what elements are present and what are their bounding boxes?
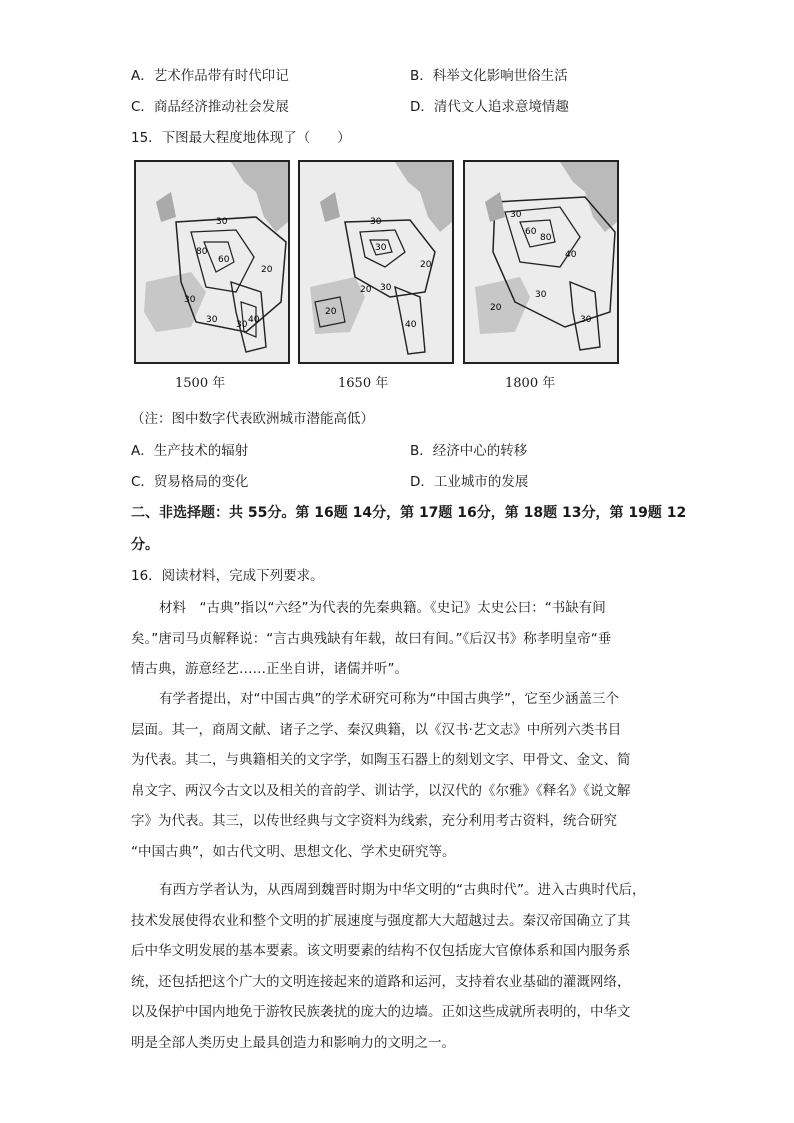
map-figure [300, 162, 452, 362]
europe-map-1800 [463, 160, 619, 364]
map-label: 30 [535, 290, 547, 300]
map-label: 60 [525, 227, 537, 237]
paragraph-line: 材料 “古典”指以“六经”为代表的先秦典籍。《史记》太史公曰：“书缺有间 [159, 600, 606, 616]
map-year-1650: 1650 年 [338, 376, 389, 391]
paragraph-line: 技术发展使得农业和整个文明的扩展速度与强度都大大超越过去。秦汉帝国确立了其 [131, 912, 631, 929]
material-paragraph-2 [131, 684, 661, 867]
paragraph-line: 明是全部人类历史上最具创造力和影响力的文明之一。 [131, 1034, 455, 1051]
paragraph-line: 矣。”唐司马贞解释说：“言古典残缺有年载，故曰有间。”《后汉书》称孝明皇帝“垂 [131, 630, 612, 647]
paragraph-line: 层面。其一，商周文献、诸子之学、秦汉典籍，以《汉书·艺文志》中所列六类书目 [131, 721, 622, 738]
map-label: 40 [248, 315, 260, 325]
map-label: 30 [206, 315, 218, 325]
map-label: 40 [565, 250, 577, 260]
paragraph-line: 为代表。其二，与典籍相关的文字学，如陶玉石器上的刻划文字、甲骨文、金文、简 [131, 752, 631, 768]
map-label: 30 [375, 243, 387, 253]
map-label: 30 [580, 315, 592, 325]
map-figure [136, 162, 288, 362]
map-figure [465, 162, 617, 362]
map-label: 30 [380, 283, 392, 293]
map-label: 30 [370, 217, 382, 227]
map-label: 20 [261, 265, 273, 275]
map-label: 80 [540, 233, 552, 243]
map-label: 30 [184, 295, 196, 305]
section-heading: 二、非选择题：共 55分。第 16题 14分，第 17题 16分，第 18题 13分，第 19题 12 [131, 505, 687, 521]
map-year-1800: 1800 年 [505, 376, 556, 391]
map-note: （注：图中数字代表欧洲城市潜能高低） [131, 411, 374, 427]
section-heading-cont: 分。 [131, 537, 159, 553]
paragraph-line: 以及保护中国内地免于游牧民族袭扰的庞大的边墙。正如这些成就所表明的，中华文 [131, 1004, 631, 1020]
material-paragraph-3 [131, 875, 661, 1058]
map-label: 20 [360, 285, 372, 295]
paragraph-line: 字》为代表。其三，以传世经典与文字资料为线索，充分利用考古资料，统合研究 [131, 813, 617, 829]
question-16-stem: 16．阅读材料，完成下列要求。 [131, 568, 324, 584]
europe-map-1500 [134, 160, 290, 364]
option-d: D．清代文人追求意境情趣 [410, 99, 569, 115]
europe-map-1650 [298, 160, 454, 364]
option-d: D．工业城市的发展 [410, 474, 529, 490]
option-b: B．经济中心的转移 [410, 443, 528, 459]
paragraph-line: “中国古典”，如古代文明、思想文化、学术史研究等。 [131, 843, 456, 860]
map-label: 20 [490, 303, 502, 313]
option-a: A．艺术作品带有时代印记 [131, 68, 289, 84]
map-label: 20 [420, 260, 432, 270]
map-label: 60 [218, 255, 230, 265]
paragraph-line: 帛文字、两汉今古文以及相关的音韵学、训诂学，以汉代的《尔雅》《释名》《说文解 [131, 782, 631, 799]
map-label: 30 [236, 320, 248, 330]
option-b: B．科举文化影响世俗生活 [410, 68, 568, 84]
paragraph-line: 有学者提出，对“中国古典”的学术研究可称为“中国古典学”，它至少涵盖三个 [159, 691, 619, 707]
map-year-1500: 1500 年 [175, 376, 226, 391]
option-a: A．生产技术的辐射 [131, 443, 249, 459]
paragraph-line: 统，还包括把这个广大的文明连接起来的道路和运河，支持着农业基础的灌溉网络， [131, 973, 631, 990]
map-label: 30 [216, 217, 228, 227]
map-label: 40 [405, 320, 417, 330]
paragraph-line: 情古典，游意经艺……正坐自讲，诸儒并听”。 [131, 661, 408, 677]
map-label: 20 [325, 307, 337, 317]
map-label: 30 [510, 210, 522, 220]
paragraph-line: 有西方学者认为，从西周到魏晋时期为中华文明的“古典时代”。进入古典时代后， [159, 882, 646, 898]
paragraph-line: 后中华文明发展的基本要素。该文明要素的结构不仅包括庞大官僚体系和国内服务系 [131, 943, 631, 959]
map-label: 80 [196, 247, 208, 257]
option-c: C．商品经济推动社会发展 [131, 99, 289, 115]
material-paragraph-1 [131, 593, 661, 685]
question-15-stem: 15．下图最大程度地体现了（ ） [131, 130, 351, 146]
option-c: C．贸易格局的变化 [131, 474, 249, 490]
